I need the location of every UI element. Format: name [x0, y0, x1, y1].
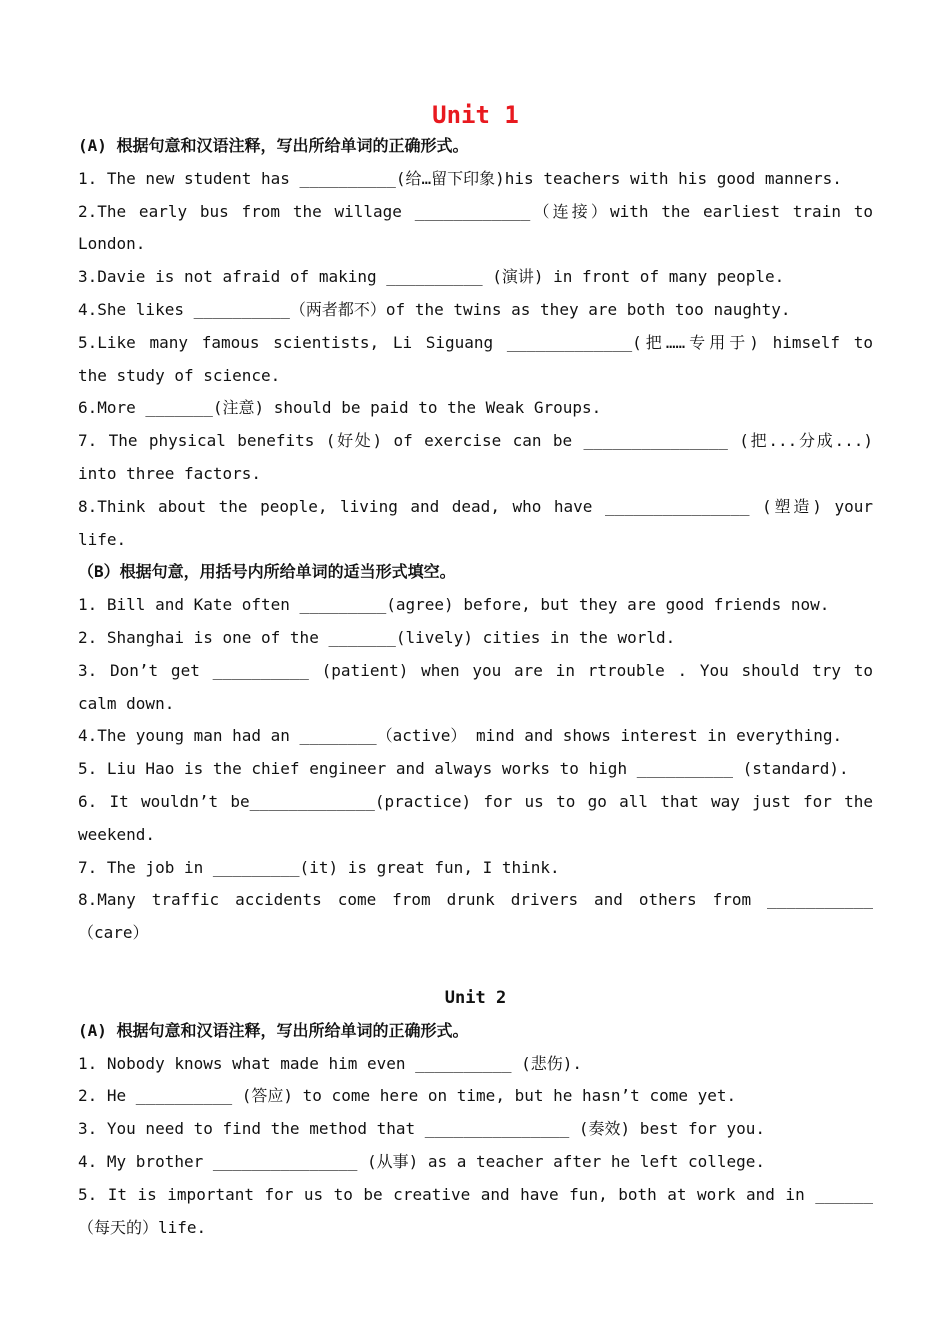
exercise-line: weekend.: [78, 824, 156, 844]
exercise-item: [78, 622, 873, 655]
exercise-line: 4.She likes __________（两者都不）of the twins as they are both too naughty.: [78, 299, 791, 319]
exercise-item: [78, 392, 873, 425]
exercise-item: [78, 786, 873, 852]
exercise-line: into three factors.: [78, 463, 262, 483]
exercise-item: [78, 327, 873, 393]
exercise-item: [78, 1080, 873, 1113]
exercise-line: 5. It is important for us to be creative and have fun, both at work and in ______: [78, 1184, 873, 1204]
exercise-line: life.: [78, 529, 127, 549]
exercise-item: [78, 261, 873, 294]
exercise-line: 8.Think about the people, living and dead, who have _______________ (塑造) your: [78, 496, 873, 516]
exercise-item: [78, 884, 873, 950]
exercise-line: 2. He __________ (答应) to come here on time, but he hasn’t come yet.: [78, 1086, 737, 1106]
exercise-line: 3.Davie is not afraid of making __________ (演讲) in front of many people.: [78, 267, 785, 287]
exercise-line: 3. Don’t get __________ (patient) when you are in rtrouble . You should try to: [78, 660, 873, 680]
unit1-section-b-list: [78, 589, 873, 950]
exercise-line: 8.Many traffic accidents come from drunk drivers and others from ___________: [78, 890, 873, 910]
exercise-line: （care）: [78, 923, 149, 943]
exercise-line: 1. The new student has __________(给…留下印象)his teachers with his good manners.: [78, 168, 842, 188]
exercise-item: [78, 1048, 873, 1081]
exercise-line: 2.The early bus from the willage ____________（连接）with the earliest train to: [78, 201, 873, 221]
unit1-title: Unit 1: [432, 101, 519, 129]
unit1-section-b-heading: （B）根据句意，用括号内所给单词的适当形式填空。: [78, 562, 456, 582]
unit2-section-a-heading: (A) 根据句意和汉语注释，写出所给单词的正确形式。: [78, 1020, 469, 1040]
unit1-section-a-heading: (A) 根据句意和汉语注释，写出所给单词的正确形式。: [78, 136, 469, 155]
exercise-line: 4.The young man had an ________（active） mind and shows interest in everything.: [78, 726, 843, 746]
exercise-line: the study of science.: [78, 365, 281, 385]
exercise-item: [78, 753, 873, 786]
exercise-item: [78, 655, 873, 721]
exercise-line: （每天的）life.: [78, 1217, 207, 1237]
exercise-item: [78, 1179, 873, 1245]
exercise-item: [78, 1113, 873, 1146]
exercise-item: [78, 1146, 873, 1179]
exercise-line: 2. Shanghai is one of the _______(lively) cities in the world.: [78, 627, 676, 647]
worksheet-page: [78, 96, 873, 1244]
exercise-line: London.: [78, 234, 146, 254]
exercise-line: 1. Nobody knows what made him even __________ (悲伤).: [78, 1053, 583, 1073]
exercise-item: [78, 852, 873, 885]
exercise-line: 6.More _______(注意) should be paid to the Weak Groups.: [78, 398, 602, 418]
exercise-line: 1. Bill and Kate often _________(agree) before, but they are good friends now.: [78, 595, 830, 615]
exercise-line: 5.Like many famous scientists, Li Siguang _____________(把……专用于) himself to: [78, 332, 873, 352]
exercise-line: 7. The physical benefits (好处) of exercise can be _______________ (把...分成...): [78, 431, 873, 451]
unit1-section-a-list: [78, 163, 873, 557]
exercise-line: 4. My brother _______________ (从事) as a teacher after he left college.: [78, 1151, 766, 1171]
unit2-title: Unit 2: [444, 987, 507, 1008]
exercise-line: 5. Liu Hao is the chief engineer and always works to high __________ (standard).: [78, 759, 849, 779]
exercise-item: [78, 589, 873, 622]
exercise-item: [78, 425, 873, 491]
exercise-line: 6. It wouldn’t be_____________(practice) for us to go all that way just for the: [78, 791, 873, 811]
exercise-item: [78, 196, 873, 262]
unit2-section-a-list: [78, 1048, 873, 1245]
exercise-line: 7. The job in _________(it) is great fun, I think.: [78, 857, 560, 877]
exercise-line: 3. You need to find the method that _______________ (奏效) best for you.: [78, 1119, 766, 1139]
exercise-item: [78, 163, 873, 196]
exercise-item: [78, 720, 873, 753]
exercise-item: [78, 294, 873, 327]
exercise-item: [78, 491, 873, 557]
exercise-line: calm down.: [78, 693, 175, 713]
